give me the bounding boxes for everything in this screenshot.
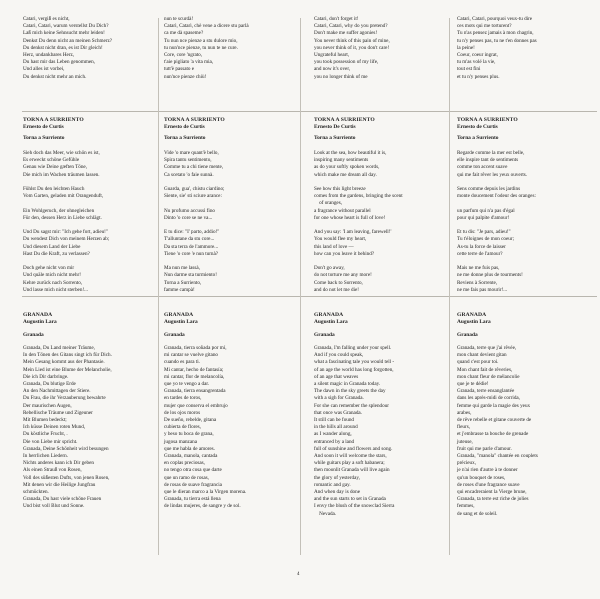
section-divider-bottom [22, 296, 597, 297]
song-composer: Augustin Lara [164, 319, 198, 325]
song-composer: Ernesto de Curtis [164, 124, 205, 130]
song-title: GRANADA [457, 312, 487, 318]
verse-lines: Granada, tierra soñada por mí, mi cantar se vuelve gitano cuando es para ti. Mi cantar, hecho de fantasía; mi cantar, flor de melancolía, que yo te vengo a dar. Granada, tierra ensangrentada en tardes de toros, mujer que conserva el embrujo de los ojos moros De sueño, rebelde, gitana cubierta de flores, y beso tu boca de grana, jugosa manzana que me habla de amores. Granada, manola, cantada en coplas preciosas, no tengo otra cosa que darte que un ramo de rosas, de rosas de suave fragrancia que le dieran marco a la Virgen morena. Granada, tu tierra está llena de lindas mujeres, de sangre y de sol. [164, 345, 247, 510]
section-divider-top [22, 111, 597, 112]
song-title: TORNA A SURRIENTO [457, 117, 518, 123]
song-subtitle: Granada [23, 332, 44, 338]
song-subtitle: Torna a Surriento [23, 135, 65, 141]
bottom-column-german [23, 312, 161, 511]
top-column-german [23, 16, 161, 81]
song-composer: Ernesto de Curtis [457, 124, 498, 130]
verse-lines: Regarde comme la mer est belle, elle inspire tant de sentiments comme ton accent suave qui me fait rêver les yeux ouverts. Sens comme depuis les jardins monte doucement l'odeur des oranges: un parfum qui n'a pas d'égal pour qui palpite d'amour! Et tu dis: "Je pars, adieu!" Tu t'éloignes de mon coeur; As-tu la force de laisser cette terre de l'amour? Mais ne me fuis pas, ne me donne plus de tourments! Reviens à Sorrente, ne me fais pas mourir!... [457, 150, 536, 293]
song-title: TORNA A SURRIENTO [164, 117, 225, 123]
top-column-english [314, 16, 452, 81]
song-composer: Ernesto de Curtis [23, 124, 64, 130]
bottom-column-spanish [164, 312, 302, 511]
song-subtitle: Granada [457, 332, 478, 338]
verse-lines: Catari, Catari, pourquoi veux-tu dire ces mots qui me torturent? Tu n'as pensez jamais à mon chagrin, tu n'y penses pas, tu ne t'en donnes pas la peine! Coeur, coeur ingrat, tu m'as volé la vie, tout est fini et tu n'y penses plus. [457, 16, 537, 80]
top-column-neapolitan [164, 16, 302, 81]
song-title: TORNA A SURRIENTO [23, 117, 84, 123]
verse-lines: Vide 'o mare quant'è bello, Spira tantu sentimento, Comme tu a chi tiene mente, Ca scetato 'o faie sunnà. Guarda, gua', chistu ciardino; Siente, sie' sti sciure arance: Nu profumo accussì fino Dinto 'o core se ne va... E tu dice: "I' parto, addio!" T'alluntane da stu core... Da sta terra de l'ammore... Tiene 'o core 'e nun turnà? Ma nun me lassà, Nun darme sta turmiento! Torna a Surriento, famme campà! [164, 150, 225, 293]
bottom-column-french [457, 312, 595, 518]
song-composer: Augustin Lara [457, 319, 491, 325]
verse-lines: Granada, terre que j'ai rêvée, mon chant devient gitan quand c'est pour toi. Mon chant fait de rêveries, mon chant fleur de mélancolie que je te dédie! Granada, terre ensanglantée dans les après-midi de corrida, femme qui garde la magie des yeux arabes, de rêve rebelle et gitane couverte de fleurs, et j'embrasse ta bouche de grenade juteuse, fruit qui me parle d'amour. Granada, "manola" chantée en couplets précieux, je n'ai rien d'autre à te donner qu'un bouquet de roses, de roses d'une fragrance suave qui encadreraient la Vierge brune, Granada, ta terre est riche de jolies femmes, de sang et de soleil. [457, 345, 538, 517]
verse-lines: Catari, vergiß es nicht, Catari, Catari, warum verstellst Du Dich? Laß mich keine Sehnsucht mehr leiden! Denkst Du denn nicht an meinen Schmerz? Du denkst nicht dran, es ist Dir gleich! Herz, undankbares Herz, Du hast mir das Leben genommen, Und alles ist vorbei, Du denkst nicht mehr an mich. [23, 16, 113, 80]
song-subtitle: Granada [164, 332, 185, 338]
song-title: GRANADA [23, 312, 53, 318]
verse-lines: Look at the sea, how beautiful it is, inspiring many sentiments as do your softly spoken words, which make me dream all day. See how this light breeze comes from the gardens, bringing the scent of oranges, a fragrance without parallel for one whose heart is full of love! And you say: 'I am leaving, farewell!' You would flee my heart, this land of love — how can you leave it behind? Don't go away, do not torture me any more! Come back to Sorrento, and do not let me die! [314, 150, 403, 293]
middle-column-french [457, 117, 595, 294]
song-subtitle: Torna a Surriento [314, 135, 356, 141]
song-subtitle: Torna a Surriento [457, 135, 499, 141]
middle-column-german [23, 117, 161, 294]
song-title: GRANADA [164, 312, 194, 318]
verse-lines: Catari, don't forget it! Catari, Catari, why do you pretend? Don't make me suffer agonies! You never think of this pain of mine, you never think of it, you don't care! Ungrateful heart, you took possession of my life, and now it's over, you no longer think of me [314, 16, 390, 80]
song-title: GRANADA [314, 312, 344, 318]
verse-lines: Granada, I'm falling under your spell. And if you could speak, what a fascinating tale you would tell - of an age the world has long forgotten, of an age that weaves a silent magic in Granada today. The dawn in the sky greets the day with a sigh for Granada. For she can remember the splendour that once was Granada. It still can be found in the hills all around as I wander along, entranced by a land full of sunshine and flowers and song. And soon it will welcome the stars, while guitars play a soft habanera; then moonlit Granada will live again the glory of yesterday, romantic and gay. And when day is done and the sun starts to set in Granada I envy the blush of the snowclad Sierra Nevada. [314, 345, 395, 517]
song-title: TORNA A SURRIENTO [314, 117, 375, 123]
song-composer: Augustin Lara [23, 319, 57, 325]
bottom-column-english [314, 312, 452, 518]
verse-lines: Granada, Du Land meiner Träume, In den Tönen des Gitans singt ich für Dich. Mein Gesang kommt aus der Phantasie. Mein Lied ist eine Blume der Melancholie, Die ich Dir darbringe. Granada, Du blutige Erde An den Nachmittagen der Stiere. Du Frau, die ihr Verzauberung bewahrte Der maurischen Augen, Rebellische Träume und Zigeuner Mit Blumen bedeckt; Ich küsse Deinen roten Mund, Du köstliche Frucht, . Die von Liebe mir spricht. Granada, Deine Schönheit wird besungen In herrlichen Liedern. Nichts anderes kann ich Dir geben Als einen Strauß von Rosen, Voll des süßesten Dufts, von jenen Rosen, Mit denen wir die Heilige Jungfrau schmückten. Granada, Du hast viele schöne Frauen Und bist voll Blut und Sonne. [23, 345, 112, 510]
middle-column-english [314, 117, 452, 294]
verse-lines: Sieh doch das Meer, wie schön es ist, Es erweckt schöne Gefühle Genau wie Deine gæften Töne, Die mich im Wachen träumen lassen. Fühlst Du den leichten Hauch Vom Garten, geladen mit Orangenduft, Ein Wohlgeruch, der ohnegleichen Für den, dessen Herz in Liebe schlägt. Und Du sagst mir: "Ich gehe fort, adieu!" Du wendest Dich von meinem Herzen ab; Und diesem Land der Liebe Hast Du die Kraft, zu verlassen? Doch gehe nicht von mir Und quäle mich nicht mehr! Kehre zurück nach Sorrento, Und lasse mich nicht sterben!... [23, 150, 110, 293]
song-subtitle: Granada [314, 332, 335, 338]
song-composer: Ernesto De Curtis [314, 124, 356, 130]
song-subtitle: Torna a Surriento [164, 135, 206, 141]
top-column-french [457, 16, 595, 81]
verse-lines: nun te scurdà! Catarì, Catarì, chè vene a dicere stu parlà ca me dà spaseme? Tu nun nce pienze a stu dulore mio, tu nun'nce pienze, tu nun te ne cure. Core, core 'ngrato, t'aie pigliato 'a vita mia, tutt'è passato e nun'nce pienze chiù! [164, 16, 249, 80]
middle-column-neapolitan [164, 117, 302, 294]
page-number: 4 [297, 572, 300, 577]
song-composer: Augustin Lara [314, 319, 348, 325]
